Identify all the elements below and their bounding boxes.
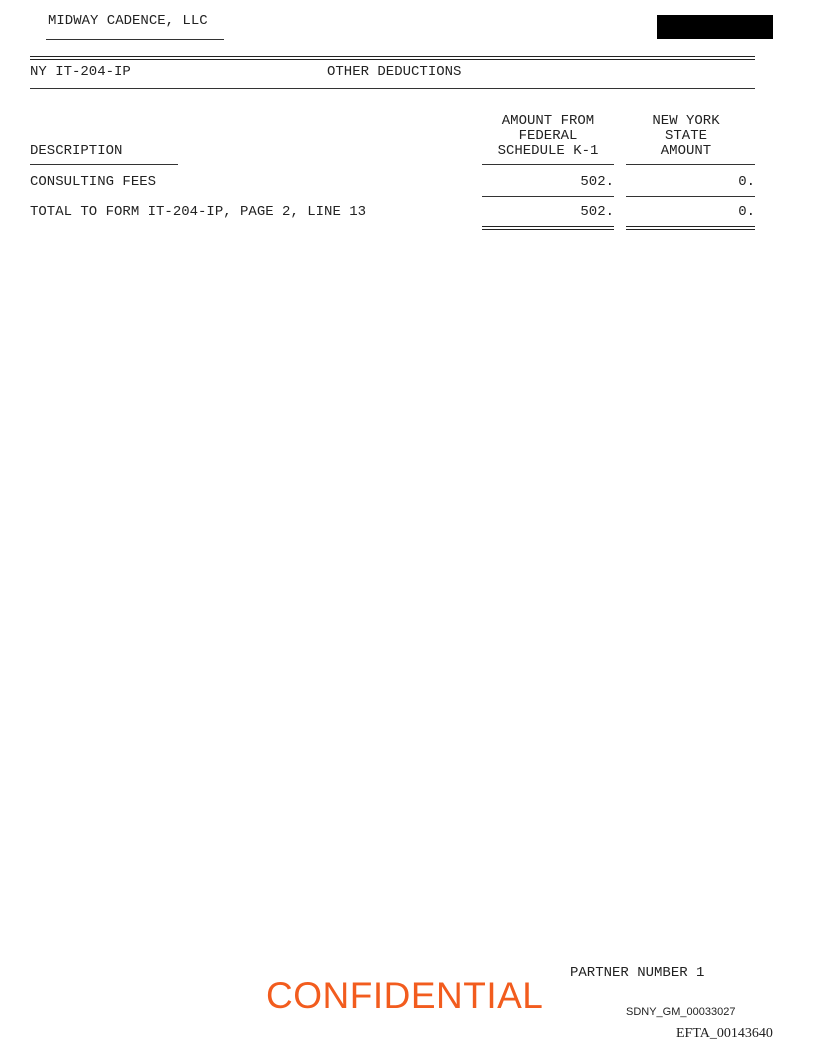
confidential-stamp: CONFIDENTIAL [266, 975, 544, 1016]
col-ny-line2: STATE [664, 128, 707, 144]
header-double-rule [30, 56, 755, 60]
total-description: TOTAL TO FORM IT-204-IP, PAGE 2, LINE 13 [30, 204, 367, 220]
form-id: NY IT-204-IP [30, 64, 131, 80]
col-description: DESCRIPTION [30, 143, 123, 159]
total-ny-double-rule [626, 226, 755, 230]
total-federal: 502. [580, 204, 614, 220]
row-ny-rule [626, 196, 755, 197]
col-federal-line2: FEDERAL [518, 128, 578, 144]
redaction-box [657, 15, 773, 39]
total-ny: 0. [738, 204, 755, 220]
col-ny-line1: NEW YORK [652, 113, 720, 129]
efta-number: EFTA_00143640 [676, 1026, 773, 1041]
ny-header-underline [626, 164, 755, 165]
col-ny-line3: AMOUNT [660, 143, 712, 159]
col-federal-line1: AMOUNT FROM [501, 113, 595, 129]
table-row-federal: 502. [580, 174, 614, 190]
partner-number: PARTNER NUMBER 1 [570, 965, 705, 981]
federal-header-underline [482, 164, 614, 165]
header-rule [30, 88, 755, 89]
table-row-ny: 0. [738, 174, 755, 190]
company-name: MIDWAY CADENCE, LLC [48, 13, 208, 29]
section-title: OTHER DEDUCTIONS [327, 64, 462, 80]
table-row-description: CONSULTING FEES [30, 174, 157, 190]
col-federal-line3: SCHEDULE K-1 [497, 143, 599, 159]
total-federal-double-rule [482, 226, 614, 230]
company-underline [46, 39, 224, 40]
description-underline [30, 164, 178, 165]
row-federal-rule [482, 196, 614, 197]
bates-number: SDNY_GM_00033027 [626, 1006, 736, 1018]
